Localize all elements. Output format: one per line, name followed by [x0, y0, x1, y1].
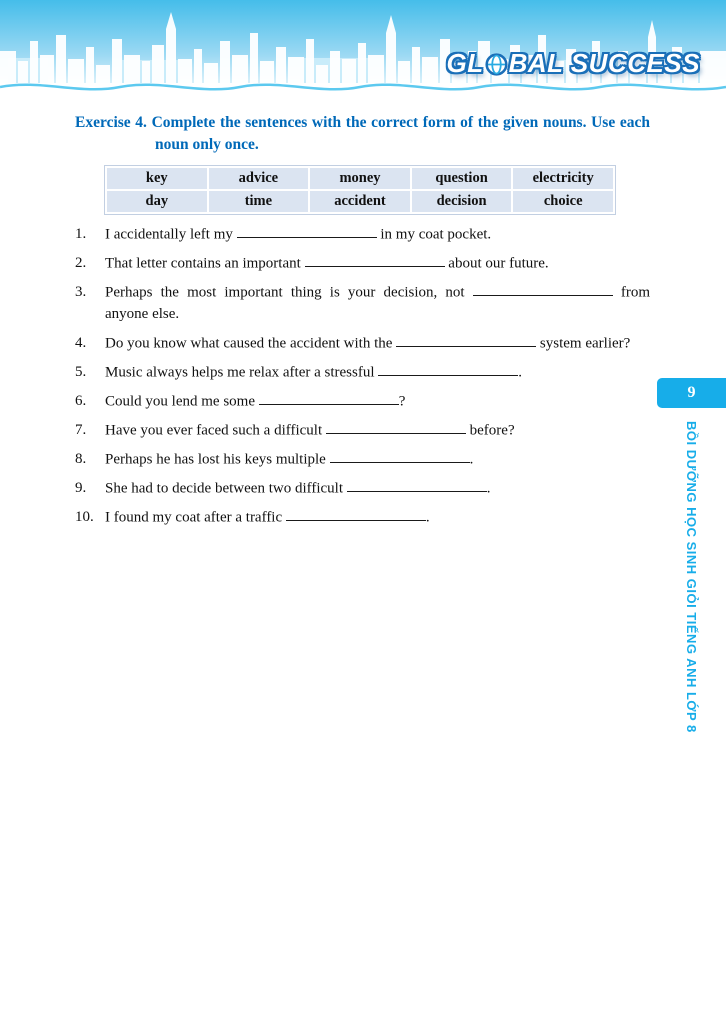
sentence-number: 5.	[75, 363, 87, 380]
word-bank-cell: decision	[411, 190, 513, 213]
sentence-item	[75, 478, 650, 500]
sentence-number: 2.	[75, 254, 87, 271]
sentence-item	[75, 507, 650, 529]
sentence-item	[75, 282, 650, 326]
sentence-text	[105, 224, 650, 246]
sentence-number: 6.	[75, 392, 87, 409]
sentence-post: .	[469, 450, 474, 467]
sentence-text	[105, 333, 650, 355]
word-bank-cell: question	[411, 167, 513, 190]
header-banner	[0, 0, 726, 100]
sentence-item	[75, 362, 650, 384]
sentence-post: .	[425, 508, 430, 525]
sentence-post: from anyone else.	[105, 284, 650, 322]
sidebar-series-title: BỒI DƯỠNG HỌC SINH GIỎI TIẾNG ANH LỚP 8	[684, 421, 699, 733]
sentence-list	[75, 224, 650, 529]
word-bank-cell: key	[106, 167, 208, 190]
sentence-number: 7.	[75, 421, 87, 438]
sentence-text	[105, 478, 650, 500]
global-success-logo	[447, 48, 701, 79]
sentence-text	[105, 507, 650, 529]
answer-blank	[473, 282, 613, 296]
sentence-item	[75, 253, 650, 275]
answer-blank	[259, 391, 399, 405]
exercise-content	[0, 100, 726, 529]
word-bank-cell: electricity	[512, 167, 614, 190]
exercise-instructions: Complete the sentences with the correct form of the given nouns. Use each noun only once.	[151, 114, 650, 154]
sentence-item	[75, 333, 650, 355]
word-bank-cell: money	[309, 167, 411, 190]
page-number: 9	[687, 384, 696, 401]
exercise-heading	[75, 112, 650, 157]
sentence-item	[75, 391, 650, 413]
logo-text-gl: GL	[446, 48, 484, 78]
sentence-number: 1.	[75, 225, 87, 242]
word-bank-cell: accident	[309, 190, 411, 213]
sentence-number: 8.	[75, 450, 87, 467]
sentence-number: 9.	[75, 479, 87, 496]
sentence-pre: Could you lend me some	[105, 392, 259, 409]
word-bank-table	[105, 166, 615, 214]
sentence-item	[75, 449, 650, 471]
word-bank-row	[106, 167, 614, 190]
sentence-pre: She had to decide between two difficult	[105, 479, 347, 496]
sentence-pre: Perhaps he has lost his keys multiple	[105, 450, 330, 467]
word-bank-row	[106, 190, 614, 213]
answer-blank	[347, 478, 487, 492]
sentence-pre: Perhaps the most important thing is your decision, not	[105, 284, 473, 301]
answer-blank	[326, 420, 466, 434]
answer-blank	[396, 333, 536, 347]
answer-blank	[286, 507, 426, 521]
globe-icon	[485, 52, 508, 75]
sentence-text	[105, 253, 650, 275]
word-bank-cell: advice	[208, 167, 310, 190]
sentence-text	[105, 362, 650, 384]
sentence-post: system earlier?	[536, 334, 631, 351]
word-bank-cell: time	[208, 190, 310, 213]
answer-blank	[305, 253, 445, 267]
sentence-post: ?	[398, 392, 406, 409]
sentence-number: 10.	[75, 508, 94, 525]
sentence-post: before?	[465, 421, 515, 438]
sentence-item	[75, 224, 650, 246]
word-bank-cell: day	[106, 190, 208, 213]
sentence-post: .	[486, 479, 491, 496]
sentence-text	[105, 282, 650, 326]
sentence-post: about our future.	[444, 255, 549, 272]
exercise-label: Exercise 4.	[75, 114, 147, 131]
sentence-text	[105, 420, 650, 442]
sentence-pre: Music always helps me relax after a stressful	[105, 363, 379, 380]
sentence-text	[105, 449, 650, 471]
sentence-pre: I found my coat after a traffic	[105, 508, 286, 525]
sentence-number: 3.	[75, 283, 87, 300]
sentence-pre: That letter contains an important	[105, 255, 305, 272]
word-bank-cell: choice	[512, 190, 614, 213]
sentence-item	[75, 420, 650, 442]
answer-blank	[237, 224, 377, 238]
sentence-number: 4.	[75, 334, 87, 351]
sentence-post: .	[518, 363, 522, 380]
answer-blank	[378, 362, 518, 376]
sentence-post: in my coat pocket.	[376, 226, 492, 243]
sentence-pre: Have you ever faced such a difficult	[105, 421, 326, 438]
answer-blank	[330, 449, 470, 463]
sentence-pre: I accidentally left my	[105, 226, 237, 243]
sentence-pre: Do you know what caused the accident with the	[105, 334, 397, 351]
sentence-text	[105, 391, 650, 413]
logo-text-bal-success: BAL SUCCESS	[508, 48, 700, 78]
page-number-tab	[657, 378, 726, 408]
